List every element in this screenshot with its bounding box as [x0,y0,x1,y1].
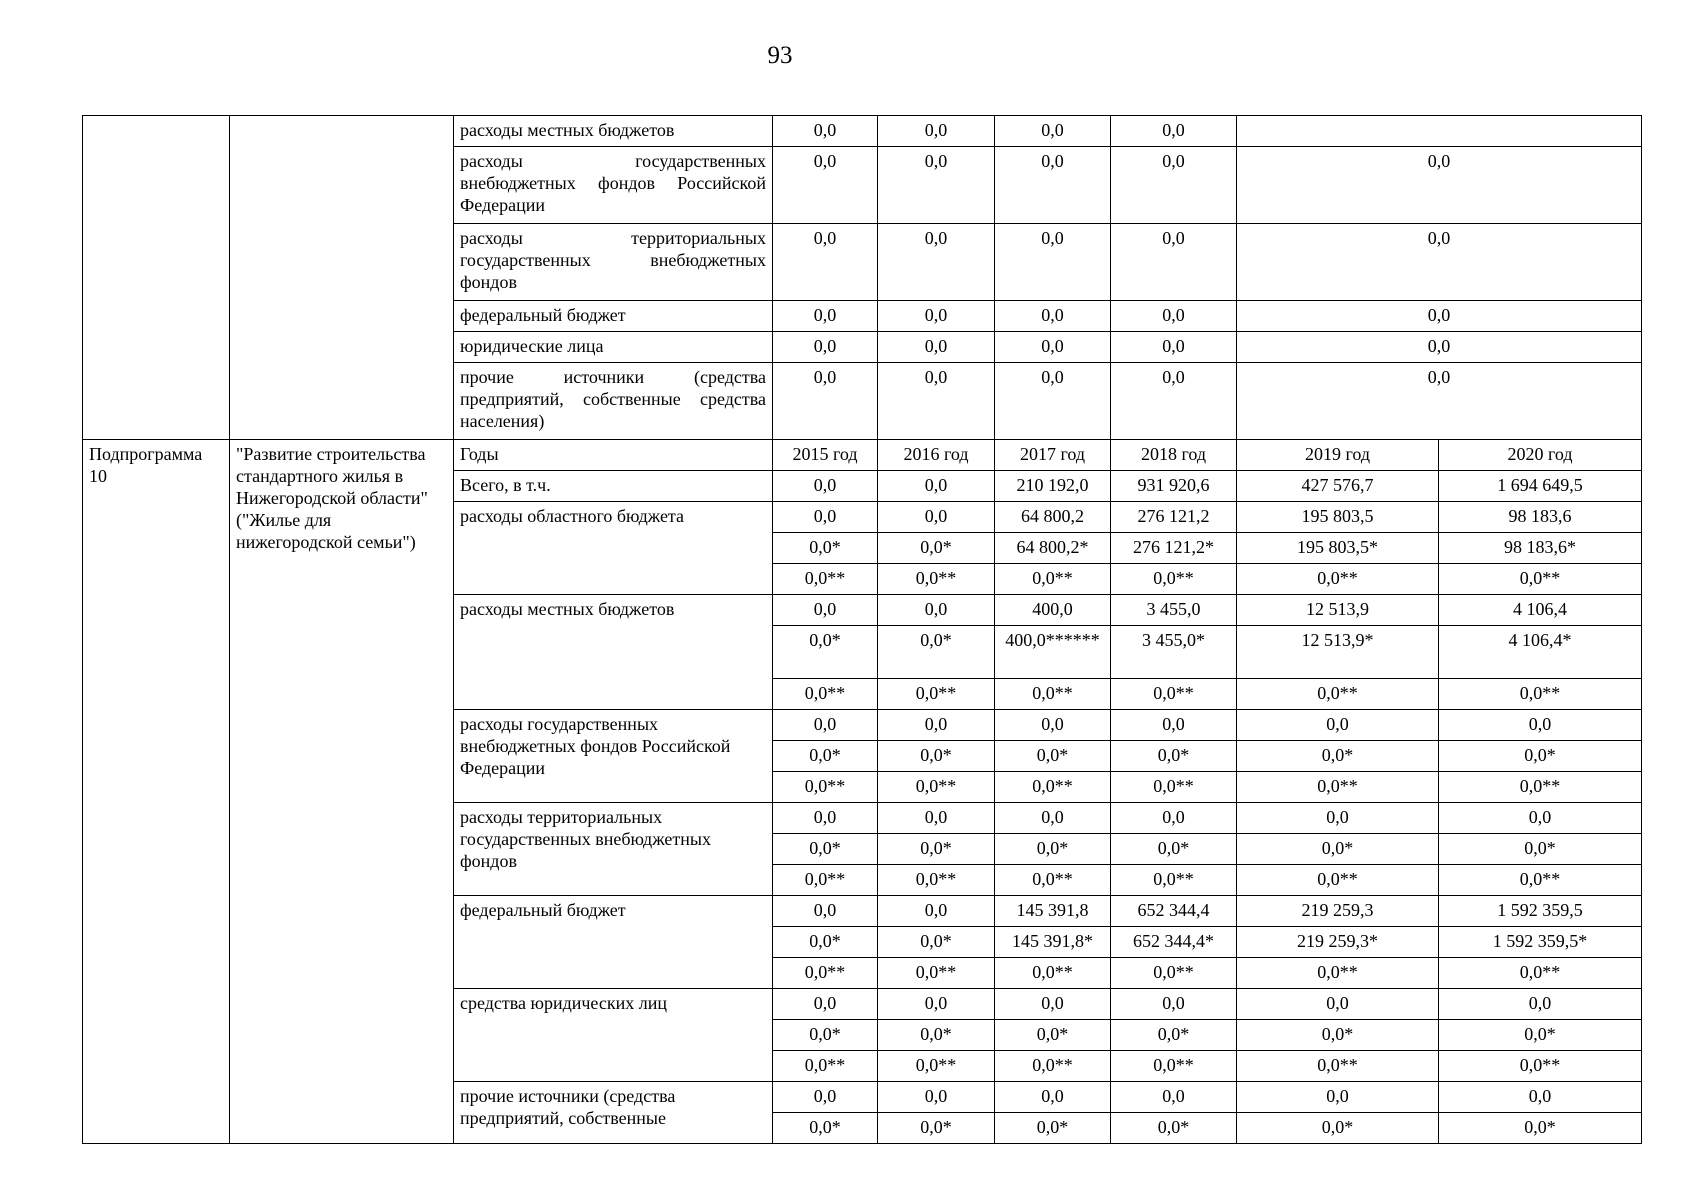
years-label: Годы [454,440,773,471]
value-cell: 0,0** [773,772,878,803]
value-cell: 0,0* [878,834,995,865]
value-cell: 0,0* [995,1020,1111,1051]
value-cell: 0,0** [1111,1051,1237,1082]
value-cell: 0,0** [1439,1051,1642,1082]
value-cell: 0,0 [1439,803,1642,834]
value-cell: 276 121,2* [1111,533,1237,564]
value-cell: 0,0 [878,896,995,927]
value-cell: 0,0* [773,1113,878,1144]
page-number: 93 [767,42,793,69]
value-cell-merged [1237,116,1642,147]
value-cell-merged: 0,0 [1237,332,1642,363]
value-cell: 98 183,6* [1439,533,1642,564]
value-cell: 0,0 [1111,989,1237,1020]
value-cell: 145 391,8* [995,927,1111,958]
value-cell: 0,0** [1439,772,1642,803]
value-cell: 0,0** [1439,865,1642,896]
value-cell: 0,0 [995,116,1111,147]
value-cell: 0,0** [773,958,878,989]
value-cell: 0,0** [878,564,995,595]
value-cell: 0,0** [773,865,878,896]
value-cell: 195 803,5 [1237,502,1439,533]
value-cell-merged: 0,0 [1237,147,1642,224]
value-cell: 0,0** [1439,679,1642,710]
value-cell: 0,0** [995,679,1111,710]
value-cell: 0,0 [995,989,1111,1020]
value-cell: 0,0** [878,772,995,803]
value-cell: 0,0 [995,301,1111,332]
value-cell: 0,0* [773,927,878,958]
value-cell-merged: 0,0 [1237,301,1642,332]
value-cell: 0,0** [995,958,1111,989]
value-cell: 0,0** [995,1051,1111,1082]
value-cell: 0,0* [1237,741,1439,772]
value-cell: 0,0** [878,865,995,896]
value-cell: 0,0* [773,834,878,865]
value-cell: 0,0** [773,1051,878,1082]
value-cell: 0,0* [995,1113,1111,1144]
value-cell: 0,0 [1111,363,1237,440]
value-cell: 98 183,6 [1439,502,1642,533]
value-cell: 12 513,9 [1237,595,1439,626]
value-cell: 0,0 [878,363,995,440]
value-cell-merged: 0,0 [1237,363,1642,440]
value-cell: 0,0* [878,1020,995,1051]
value-cell: 0,0 [1439,989,1642,1020]
value-cell: 652 344,4* [1111,927,1237,958]
source-label: расходы местных бюджетов [454,595,773,710]
value-cell: 0,0** [1237,772,1439,803]
value-cell: 0,0 [773,301,878,332]
value-cell: 0,0 [1439,1082,1642,1113]
value-cell: 0,0 [773,147,878,224]
total-label: Всего, в т.ч. [454,471,773,502]
value-cell: 0,0* [1111,1020,1237,1051]
value-cell: 0,0 [773,1082,878,1113]
value-cell: 0,0** [878,1051,995,1082]
value-cell: 0,0* [878,533,995,564]
empty-name-cell [230,116,454,440]
value-cell: 276 121,2 [1111,502,1237,533]
budget-table [82,115,1642,1144]
year-header: 2015 год [773,440,878,471]
value-cell: 0,0* [1439,741,1642,772]
value-cell: 0,0** [1111,564,1237,595]
value-cell: 0,0* [773,626,878,679]
value-cell: 0,0 [878,332,995,363]
source-label: расходы государственных внебюджетных фондов Российской Федерации [454,147,773,224]
value-cell: 0,0** [773,679,878,710]
value-cell: 0,0** [1237,958,1439,989]
value-cell: 0,0** [1111,865,1237,896]
value-cell: 0,0 [995,803,1111,834]
value-cell: 0,0 [995,332,1111,363]
value-cell: 0,0* [878,927,995,958]
value-cell: 64 800,2 [995,502,1111,533]
value-cell: 0,0** [1237,679,1439,710]
value-cell: 0,0 [1111,147,1237,224]
value-cell: 0,0 [878,595,995,626]
value-cell: 0,0 [878,301,995,332]
value-cell: 0,0* [995,741,1111,772]
value-cell-merged: 0,0 [1237,224,1642,301]
value-cell: 652 344,4 [1111,896,1237,927]
value-cell: 0,0 [995,147,1111,224]
source-label: федеральный бюджет [454,896,773,989]
source-label: расходы территориальных государственных внебюджетных фондов [454,224,773,301]
year-header: 2019 год [1237,440,1439,471]
value-cell: 0,0 [878,710,995,741]
value-cell: 0,0 [995,1082,1111,1113]
value-cell: 0,0* [1439,834,1642,865]
value-cell: 0,0** [773,564,878,595]
value-cell: 0,0 [773,803,878,834]
value-cell: 0,0** [1237,564,1439,595]
value-cell: 0,0 [878,147,995,224]
value-cell: 0,0** [995,772,1111,803]
value-cell: 400,0 [995,595,1111,626]
source-label: расходы государственных внебюджетных фондов Российской Федерации [454,710,773,803]
value-cell: 0,0 [773,471,878,502]
value-cell: 0,0* [1439,1113,1642,1144]
value-cell: 0,0* [1111,741,1237,772]
value-cell: 0,0 [773,332,878,363]
value-cell: 0,0** [1439,958,1642,989]
source-label: федеральный бюджет [454,301,773,332]
value-cell: 4 106,4 [1439,595,1642,626]
value-cell: 1 694 649,5 [1439,471,1642,502]
source-label: расходы местных бюджетов [454,116,773,147]
value-cell: 0,0 [1111,710,1237,741]
value-cell: 0,0* [773,533,878,564]
value-cell: 0,0* [878,626,995,679]
source-label: расходы областного бюджета [454,502,773,595]
value-cell: 4 106,4* [1439,626,1642,679]
program-name: "Развитие строительства стандартного жилья в Нижегородской области" ("Жилье для нижегородской семьи") [230,440,454,1144]
value-cell: 145 391,8 [995,896,1111,927]
value-cell: 0,0 [1237,710,1439,741]
value-cell: 0,0 [1111,301,1237,332]
value-cell: 0,0** [878,958,995,989]
value-cell: 0,0 [773,116,878,147]
year-header: 2016 год [878,440,995,471]
value-cell: 0,0** [1111,772,1237,803]
year-header: 2020 год [1439,440,1642,471]
value-cell: 0,0 [1111,332,1237,363]
value-cell: 0,0 [995,363,1111,440]
table-row [83,116,1642,147]
budget-table-body [83,116,1642,1144]
value-cell: 195 803,5* [1237,533,1439,564]
value-cell: 0,0 [773,224,878,301]
value-cell: 0,0 [878,989,995,1020]
value-cell: 0,0 [773,896,878,927]
value-cell: 3 455,0* [1111,626,1237,679]
value-cell: 0,0 [878,471,995,502]
value-cell: 219 259,3 [1237,896,1439,927]
value-cell: 0,0** [1237,1051,1439,1082]
value-cell: 0,0** [878,679,995,710]
value-cell: 0,0 [773,989,878,1020]
source-label: прочие источники (средства предприятий, собственные средства населения) [454,363,773,440]
value-cell: 0,0* [995,834,1111,865]
value-cell: 0,0** [1237,865,1439,896]
year-header: 2018 год [1111,440,1237,471]
year-header: 2017 год [995,440,1111,471]
value-cell: 0,0 [878,1082,995,1113]
value-cell: 0,0 [773,502,878,533]
value-cell: 0,0* [1237,1113,1439,1144]
source-label: расходы территориальных государственных внебюджетных фондов [454,803,773,896]
value-cell: 0,0** [995,564,1111,595]
value-cell: 0,0** [995,865,1111,896]
value-cell: 0,0 [995,710,1111,741]
value-cell: 0,0 [1237,803,1439,834]
value-cell: 0,0 [1439,710,1642,741]
value-cell: 0,0* [1439,1020,1642,1051]
value-cell: 0,0** [1439,564,1642,595]
value-cell: 931 920,6 [1111,471,1237,502]
years-row [83,440,1642,471]
value-cell: 0,0 [1111,224,1237,301]
value-cell: 0,0** [1111,679,1237,710]
value-cell: 0,0 [773,595,878,626]
value-cell: 0,0 [995,224,1111,301]
source-label: средства юридических лиц [454,989,773,1082]
empty-program-cell [83,116,230,440]
source-label: прочие источники (средства предприятий, собственные [454,1082,773,1144]
value-cell: 3 455,0 [1111,595,1237,626]
value-cell: 219 259,3* [1237,927,1439,958]
value-cell: 427 576,7 [1237,471,1439,502]
value-cell: 0,0 [1111,803,1237,834]
value-cell: 0,0 [878,803,995,834]
value-cell: 0,0* [773,741,878,772]
value-cell: 0,0* [1111,834,1237,865]
value-cell: 0,0* [1237,834,1439,865]
value-cell: 0,0* [773,1020,878,1051]
program-number: Подпрограмма 10 [83,440,230,1144]
value-cell: 0,0 [773,710,878,741]
value-cell: 400,0****** [995,626,1111,679]
value-cell: 0,0* [878,741,995,772]
value-cell: 210 192,0 [995,471,1111,502]
value-cell: 0,0 [878,224,995,301]
value-cell: 0,0* [1111,1113,1237,1144]
value-cell: 0,0 [1237,1082,1439,1113]
value-cell: 1 592 359,5 [1439,896,1642,927]
value-cell: 0,0 [878,116,995,147]
value-cell: 64 800,2* [995,533,1111,564]
source-label: юридические лица [454,332,773,363]
value-cell: 1 592 359,5* [1439,927,1642,958]
value-cell: 0,0 [878,502,995,533]
value-cell: 0,0* [1237,1020,1439,1051]
value-cell: 0,0* [878,1113,995,1144]
value-cell: 0,0 [1111,116,1237,147]
value-cell: 0,0 [773,363,878,440]
value-cell: 0,0** [1111,958,1237,989]
value-cell: 0,0 [1237,989,1439,1020]
value-cell: 0,0 [1111,1082,1237,1113]
value-cell: 12 513,9* [1237,626,1439,679]
